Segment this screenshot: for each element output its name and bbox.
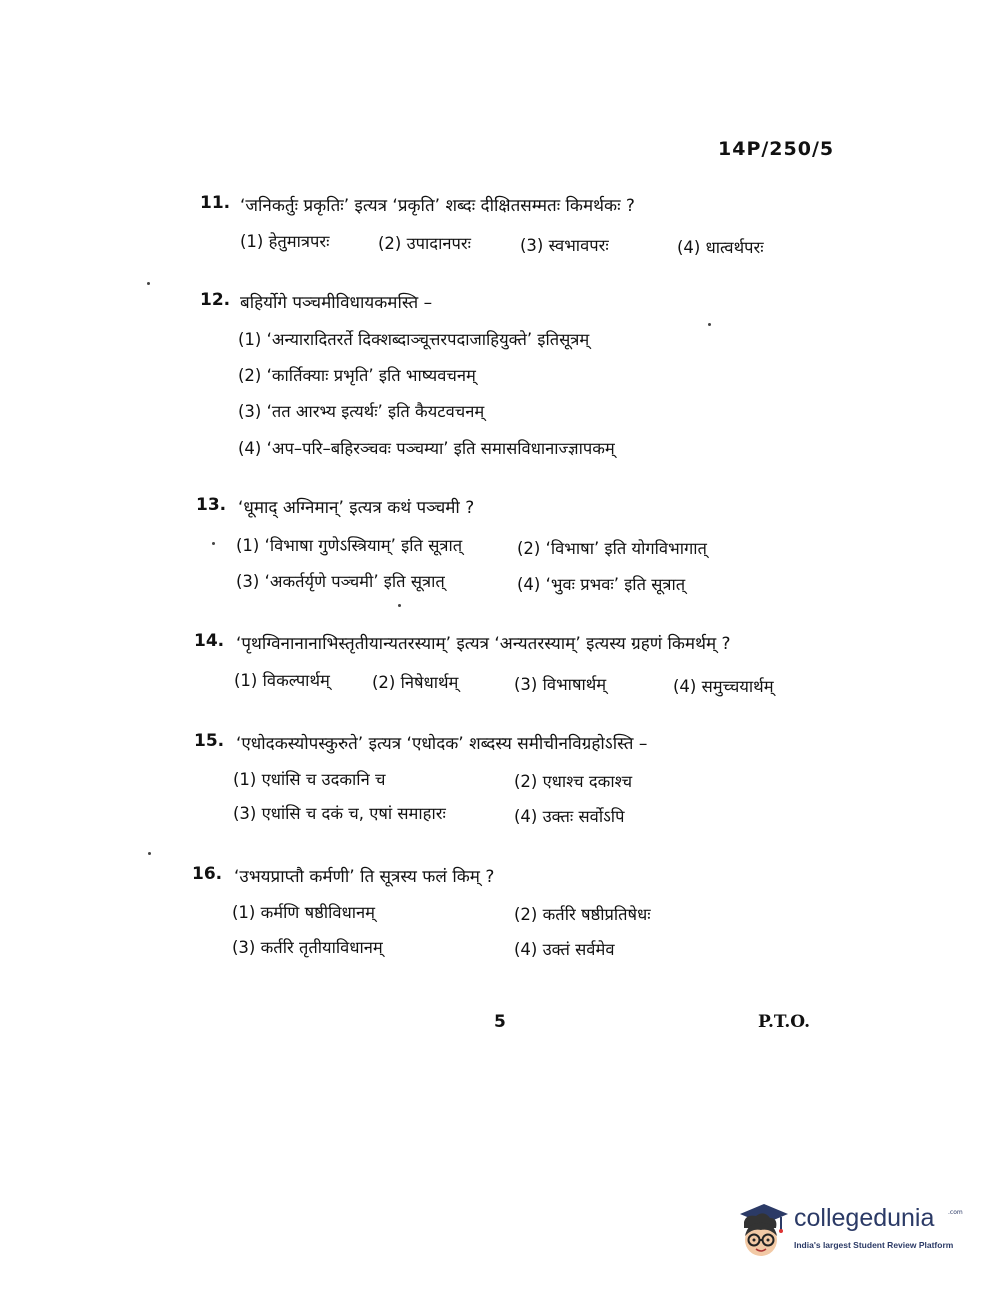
scan-speck — [398, 604, 401, 607]
option-4: (4) समुच्चयार्थम् — [673, 677, 774, 696]
collegedunia-watermark — [734, 1196, 964, 1262]
option-2: (2) ‘विभाषा’ इति योगविभागात् — [517, 539, 707, 558]
option-1: (1) कर्मणि षष्ठीविधानम् — [232, 903, 376, 922]
option-2: (2) एधाश्च दकाश्च — [514, 772, 633, 791]
scan-speck — [148, 852, 151, 855]
option-2: (2) ‘कार्तिक्याः प्रभृति’ इति भाष्यवचनम् — [238, 366, 476, 385]
question-number: 12. — [200, 290, 231, 310]
question-number: 13. — [196, 495, 227, 515]
pto-label: P.T.O. — [758, 1012, 810, 1032]
option-4: (4) धात्वर्थपरः — [677, 238, 764, 257]
brand-tld: .com — [948, 1209, 963, 1216]
scan-speck — [212, 542, 215, 545]
question-number: 15. — [194, 731, 225, 751]
question-text: बहिर्योगे पञ्चमीविधायकमस्ति – — [240, 293, 433, 313]
option-3: (3) ‘अकर्तर्यृणे पञ्चमी’ इति सूत्रात् — [236, 572, 445, 591]
option-4: (4) उक्तं सर्वमेव — [514, 940, 615, 959]
option-2: (2) निषेधार्थम् — [372, 673, 459, 692]
option-3: (3) एधांसि च दकं च, एषां समाहारः — [233, 804, 446, 823]
mascot-icon — [734, 1196, 792, 1260]
paper-code: 14P/250/5 — [718, 138, 835, 160]
question-text: ‘धूमाद् अग्निमान्’ इत्यत्र कथं पञ्चमी ? — [238, 498, 475, 518]
option-3: (3) स्वभावपरः — [520, 236, 609, 255]
question-number: 16. — [192, 864, 223, 884]
brand-tagline: India's largest Student Review Platform — [794, 1240, 954, 1250]
question-text: ‘उभयप्राप्तौ कर्मणी’ ति सूत्रस्य फलं किम् ? — [234, 867, 495, 887]
option-2: (2) उपादानपरः — [378, 234, 471, 253]
option-1: (1) ‘अन्यारादितरर्ते दिक्शब्दाञ्चूत्तरपदाजाहियुक्ते’ इतिसूत्रम् — [238, 330, 590, 349]
option-1: (1) ‘विभाषा गुणेऽस्त्रियाम्’ इति सूत्रात् — [236, 536, 463, 555]
question-number: 11. — [200, 193, 231, 213]
option-3: (3) विभाषार्थम् — [514, 675, 607, 694]
question-text: ‘एधोदकस्योपस्कुरुते’ इत्यत्र ‘एधोदक’ शब्दस्य समीचीनविग्रहोऽस्ति – — [236, 734, 648, 754]
option-4: (4) उक्तः सर्वोऽपि — [514, 807, 625, 826]
scan-speck — [147, 282, 150, 285]
option-1: (1) विकल्पार्थम् — [234, 671, 330, 690]
question-number: 14. — [194, 631, 225, 651]
option-3: (3) ‘तत आरभ्य इत्यर्थः’ इति कैयटवचनम् — [238, 402, 485, 421]
option-4: (4) ‘अप–परि–बहिरञ्चवः पञ्चम्या’ इति समासविधानाज्ज्ञापकम् — [238, 439, 615, 458]
page-number: 5 — [494, 1012, 506, 1032]
option-2: (2) कर्तरि षष्ठीप्रतिषेधः — [514, 905, 651, 924]
scan-speck — [708, 323, 711, 326]
question-text: ‘पृथग्विनानानाभिस्तृतीयान्यतरस्याम्’ इत्यत्र ‘अन्यतरस्याम्’ इत्यस्य ग्रहणं किमर्थम् ? — [236, 634, 731, 654]
brand-name: collegedunia — [794, 1204, 935, 1232]
question-text: ‘जनिकर्तुः प्रकृतिः’ इत्यत्र ‘प्रकृति’ शब्दः दीक्षितसम्मतः किमर्थकः ? — [240, 196, 635, 216]
option-3: (3) कर्तरि तृतीयाविधानम् — [232, 938, 383, 957]
option-1: (1) एधांसि च उदकानि च — [233, 770, 386, 789]
option-1: (1) हेतुमात्रपरः — [240, 232, 330, 251]
option-4: (4) ‘भुवः प्रभवः’ इति सूत्रात् — [517, 575, 686, 594]
